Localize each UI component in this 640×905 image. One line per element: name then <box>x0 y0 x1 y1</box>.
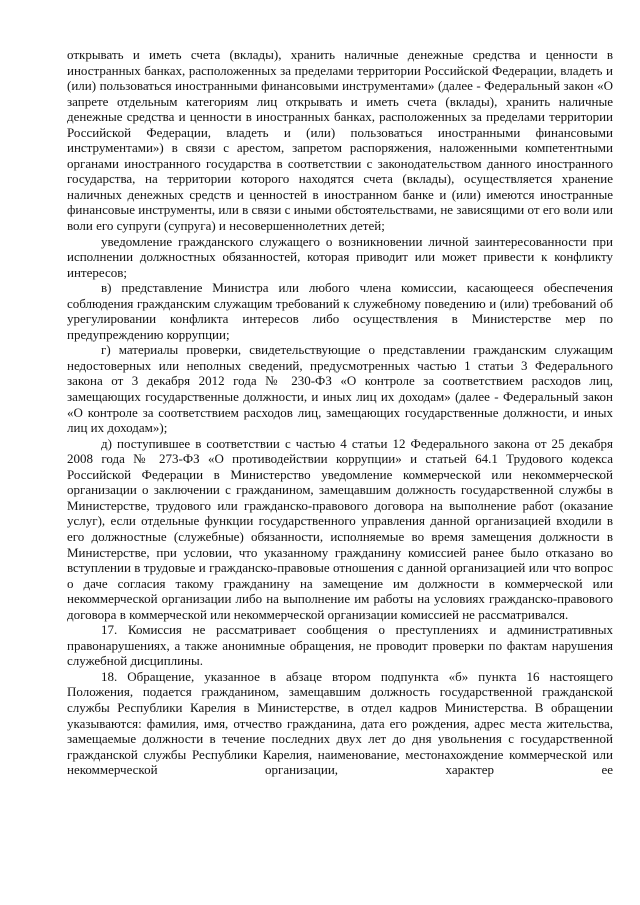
paragraph-4: г) материалы проверки, свидетельствующие о представлении гражданским служащим недостоверных или неполных сведений, предусмотренных частью 1 статьи 3 Федерального закона от 3 декабря 2012 года № 230-ФЗ «О контроле за соответствием расходов лиц, замещающих государственные должности, и иных лиц их доходам» (далее - Федеральный закон «О контроле за соответствием расходов лиц, замещающих государственные должности, и иных лиц их доходам»); <box>67 342 613 436</box>
paragraph-5: д) поступившее в соответствии с частью 4 статьи 12 Федерального закона от 25 декабря 2008 года № 273-ФЗ «О противодействии коррупции» и статьей 64.1 Трудового кодекса Российской Федерации в Министерство уведомление коммерческой или некоммерческой организации о заключении с гражданином, замещавшим должность государственной службы в Министерстве, трудового или гражданско-правового договора на выполнение работ (оказание услуг), если отдельные функции государственного управления данной организацией входили в его должностные (служебные) обязанности, исполняемые во время замещения должности в Министерстве, при условии, что указанному гражданину комиссией ранее было отказано во вступлении в трудовые и гражданско-правовые отношения с данной организацией или что вопрос о даче согласия такому гражданину на замещение им должности в коммерческой или некоммерческой организации либо на выполнение им работы на условиях гражданско-правового договора в коммерческой или некоммерческой организации комиссией не рассматривался. <box>67 435 613 622</box>
paragraph-1: открывать и иметь счета (вклады), хранить наличные денежные средства и ценности в иностранных банках, расположенных за пределами территории Российской Федерации, владеть и (или) пользоваться иностранными финансовыми инструментами» (далее - Федеральный закон «О запрете отдельным категориям лиц открывать и иметь счета (вклады), хранить наличные денежные средства и ценности в иностранных банках, расположенных за пределами территории Российской Федерации, владеть и (или) пользоваться иностранными финансовыми инструментами») в связи с арестом, запретом распоряжения, наложенными компетентными органами иностранного государства в соответствии с законодательством данного иностранного государства, на территории которого находятся счета (вклады), осуществляется хранение наличных денежных средств и ценностей в иностранном банке и (или) имеются иностранные финансовые инструменты, или в связи с иными обстоятельствами, не зависящими от его воли или воли его супруги (супруга) и несовершеннолетних детей; <box>67 47 613 234</box>
document-page <box>67 47 613 778</box>
paragraph-3: в) представление Министра или любого члена комиссии, касающееся обеспечения соблюдения гражданским служащим требований к служебному поведению и (или) требований об урегулировании конфликта интересов либо осуществления в Министерстве мер по предупреждению коррупции; <box>67 280 613 342</box>
paragraph-6: 17. Комиссия не рассматривает сообщения о преступлениях и административных правонарушениях, а также анонимные обращения, не проводит проверки по фактам нарушения служебной дисциплины. <box>67 622 613 669</box>
paragraph-7: 18. Обращение, указанное в абзаце втором подпункта «б» пункта 16 настоящего Положения, подается гражданином, замещавшим должность государственной гражданской службы Республики Карелия в Министерстве, в отдел кадров Министерства. В обращении указываются: фамилия, имя, отчество гражданина, дата его рождения, адрес места жительства, замещаемые должности в течение последних двух лет до дня увольнения с государственной гражданской службы Республики Карелия, наименование, местонахождение коммерческой или некоммерческой организации, характер ее <box>67 668 613 778</box>
paragraph-2: уведомление гражданского служащего о возникновении личной заинтересованности при исполнении должностных обязанностей, которая приводит или может привести к конфликту интересов; <box>67 233 613 280</box>
